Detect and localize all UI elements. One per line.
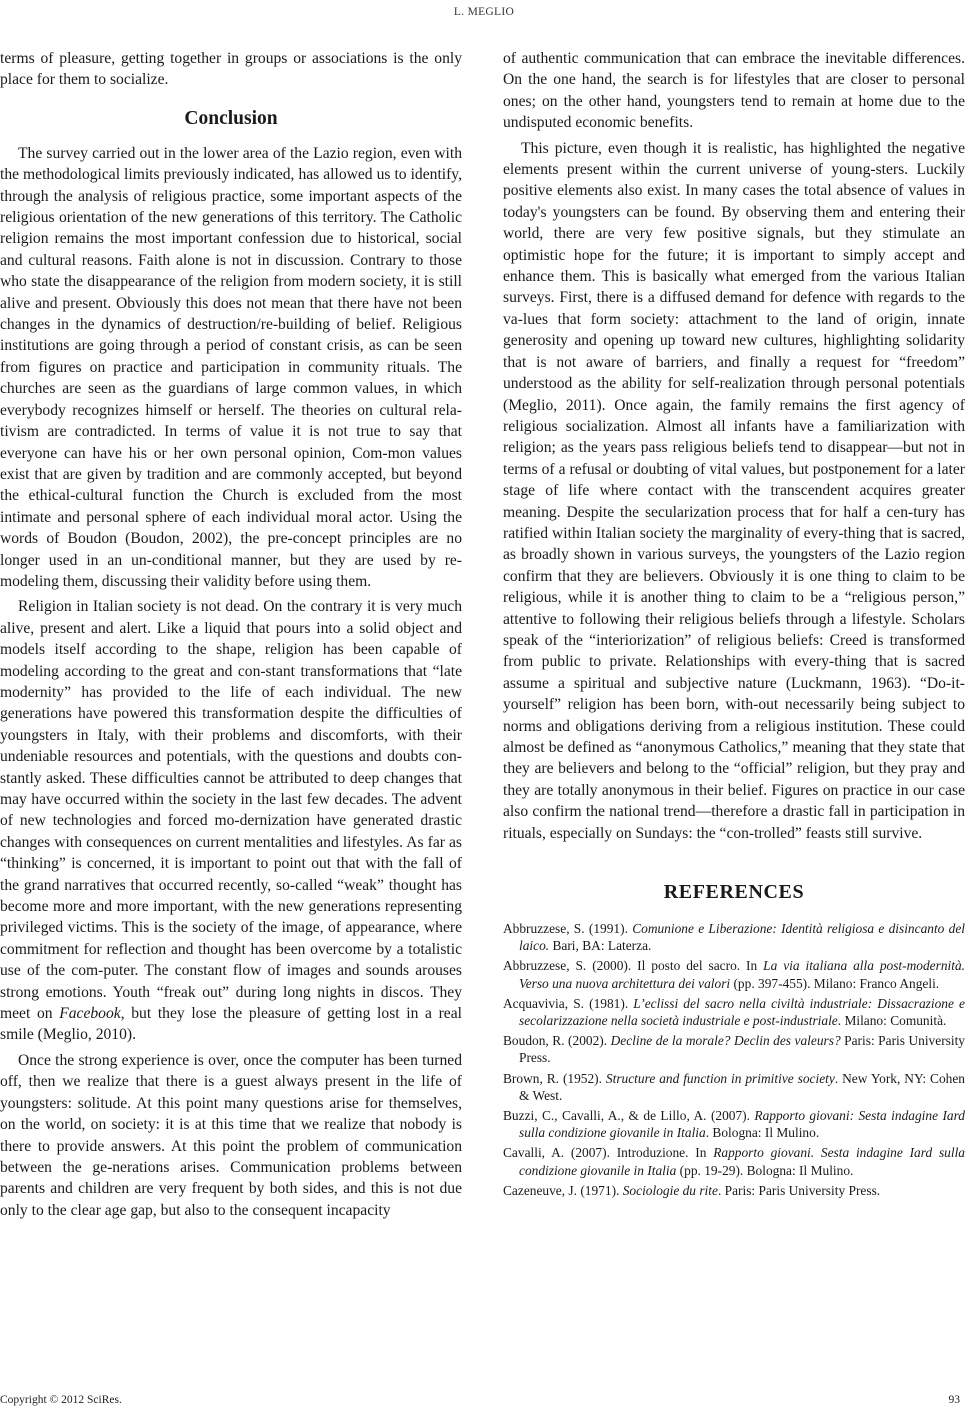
reference-item: Cazeneuve, J. (1971). Sociologie du rite. Paris: Paris University Press. (503, 1182, 881, 1198)
paragraph (0, 596, 462, 1046)
section-heading-conclusion: Conclusion (184, 107, 278, 129)
paragraph: This picture, even though it is realistic, has highlighted the negative elements present within the current universe of young-sters. Luckily positive elements also exist. In many cases the total absence of values in today's youngsters can be found. By observing them and entering their world, there are very few positive signals, but they stimulate an optimistic hope for the future; it is important to simply accept and enhance them. This is basically what emerged from the various Italian surveys. First, there is a diffused demand for defence with regards to the va-lues that form society: attachment to the land of origin, innate generosity and opening up toward new cultures, highlighting solidarity that is not aware of barriers, and finally a request for “freedom” understood as the ability for self-realization through personal potentials (Meglio, 2011). Once again, the family remains the first agency of religious socialization. Almost all infants have a familiarization with religion; as the years pass religious beliefs tend to disappear—but not in terms of a refusal or doubting of vital values, but postponement for a later stage of life where contact with the transcendent acquires greater meaning. Despite the secularization process that for half a cen-tury has ratified within Italian society the marginality of every-thing that is sacred, as broadly shown in various surveys, the youngsters of the Lazio region confirm that they are believers. Obviously it is one thing to claim to be religious, while it is another thing to claim to be a “religious person,” attentive to following their religious beliefs through a lifestyle. Scholars speak of the “interiorization” of religious beliefs: Creed is transformed from public to private. Relationships with every-thing that is sacred assume a spiritual and subjective nature (Luckmann, 1963). “Do-it-yourself” religion has been born, with-out necessarily being subject to norms and obligations deriving from a religious institution. These could almost be defined as “anonymous Catholics,” meaning that they state that they are believers and belong to the “official” religion, but they pray and they are totally anonymous in their belief. Figures on practice in our case also confirm the national trend—therefore a drastic fall in participation in rituals, especially on Sundays: the “con-trolled” feasts still survive. (503, 139, 965, 842)
references-heading: REFERENCES (663, 881, 805, 904)
paragraph: Once the strong experience is over, once the computer has been turned off, then we realize that there is a guest always present in the life of youngsters: solitude. At this point many questions arise for themselves, on the world, on society: it is at this time that we realize that nobody is there to provide answers. At this point the problem of communication between the ge-nerations arises. Communication problems between parents and children are very frequent by both sides, and this is not due only to the clear age gap, but also to the consequent incapacity (0, 1051, 462, 1219)
italic-term: Facebook (59, 1005, 121, 1023)
paragraph-text: , but they lose the pleasure of getting lost in a real smile (Meglio, 2010). (0, 1005, 462, 1044)
paragraph-text: Religion in Italian society is not dead. On the contrary it is very much alive, present and alert. Like a liquid that pours into a solid object and models itself according to the shape, religion has been capable of modeling according to the great and con-stant transformations that “late modernity” has provided to the life of each individual. The new generations have powered this transformation despite the difficulties of youngsters in Italy, with their problems and discomforts, with their undeniable resources and potentials, with the questions and doubts con-stantly asked. These difficulties cannot be attributed to deep changes that may have occurred within the society in the last few decades. The advent of new technologies and forced mo-dernization have generated drastic changes with consequences on current mentalities and lifestyles. As far as “thinking” is concerned, it is important to point out that with the fall of the grand narratives that occurred recently, so-called “weak” thought has become more and more important, with the new generations representing privileged victims. This is the society of the image, of appearance, where commitment for reflection and thought has been overcome by a totalistic use of the com-puter. The constant flow of images and sounds arouses strong emotions. Youth “freak out” during long nights in discos. They meet on (0, 598, 462, 1023)
reference-item: Buzzi, C., Cavalli, A., & de Lillo, A. (2007). Rapporto giovani: Sesta indagine Iard sulla condizione giovanile in Italia. Bologna: Il Mulino. (503, 1108, 966, 1141)
reference-item: Acquavivia, S. (1981). L’eclissi del sacro nella civiltà industriale: Dissacrazione e secolarizzazione nella società industriale e post-industriale. Milano: Comunità. (503, 995, 965, 1029)
left-column (0, 48, 462, 1221)
paragraph: of authentic communication that can embrace the inevitable differences. On the one hand, the search is for lifestyles that are closer to personal ones; on the other hand, youngsters tend to remain at home due to the undisputed economic benefits. (503, 50, 965, 132)
reference-item: Abbruzzese, S. (2000). Il posto del sacro. In La via italiana alla post-modernità. Verso una nuova architettura dei valori (pp. 397-455). Milano: Franco Angeli. (503, 958, 966, 991)
reference-item: Boudon, R. (2002). Decline de la morale? Declin des valeurs? Paris: Paris University Press. (503, 1033, 965, 1066)
reference-item: Abbruzzese, S. (1991). Comunione e Liberazione: Identità religiosa e disincanto del laico. Bari, BA: Laterza. (503, 921, 966, 954)
right-column (503, 48, 965, 1202)
page-number: 93 (948, 1394, 960, 1406)
paragraph: terms of pleasure, getting together in groups or associations is the only place for them to socialize. (0, 50, 462, 89)
footer-copyright: Copyright © 2012 SciRes. (0, 1394, 122, 1406)
reference-item: Brown, R. (1952). Structure and function in primitive society. New York, NY: Cohen & West. (503, 1070, 965, 1103)
paragraph: The survey carried out in the lower area of the Lazio region, even with the methodological limits previously indicated, has allowed us to identify, through the analysis of religious practice, some important aspects of the religious orientation of the new generations of this territory. The Catholic religion remains the most important confession due to historical, social and cultural reasons. Faith alone is not in discussion. Contrary to those who state the disappearance of the religion from modern society, it is still alive and present. Obviously this does not mean that there have not been changes in the dynamics of destruction/re-building of belief. Religious institutions are going through a period of constant crisis, as can be seen from figures on practice and participation in community rituals. The churches are seen as the guardians of large common values, in which everybody recognizes himself or herself. The theories on cultural rela-tivism are contradicted. In terms of value it is not true to say that everyone can have his or her own personal opinion, Com-mon values exist that are given by tradition and are commonly accepted, but beyond the ethical-cultural function the Church is excluded from the most intimate and personal sphere of each individual moral actor. Using the words of Boudon (Boudon, 2002), the pre-concept principles are no longer used in an un-conditional manner, but they are used by re-modeling them, discussing their validity before using them. (0, 144, 462, 590)
reference-list (503, 920, 965, 1199)
running-head: L. MEGLIO (453, 6, 515, 18)
reference-item: Cavalli, A. (2007). Introduzione. In Rapporto giovani. Sesta indagine Iard sulla condizione giovanile in Italia (pp. 19-29). Bologna: Il Mulino. (503, 1145, 965, 1178)
